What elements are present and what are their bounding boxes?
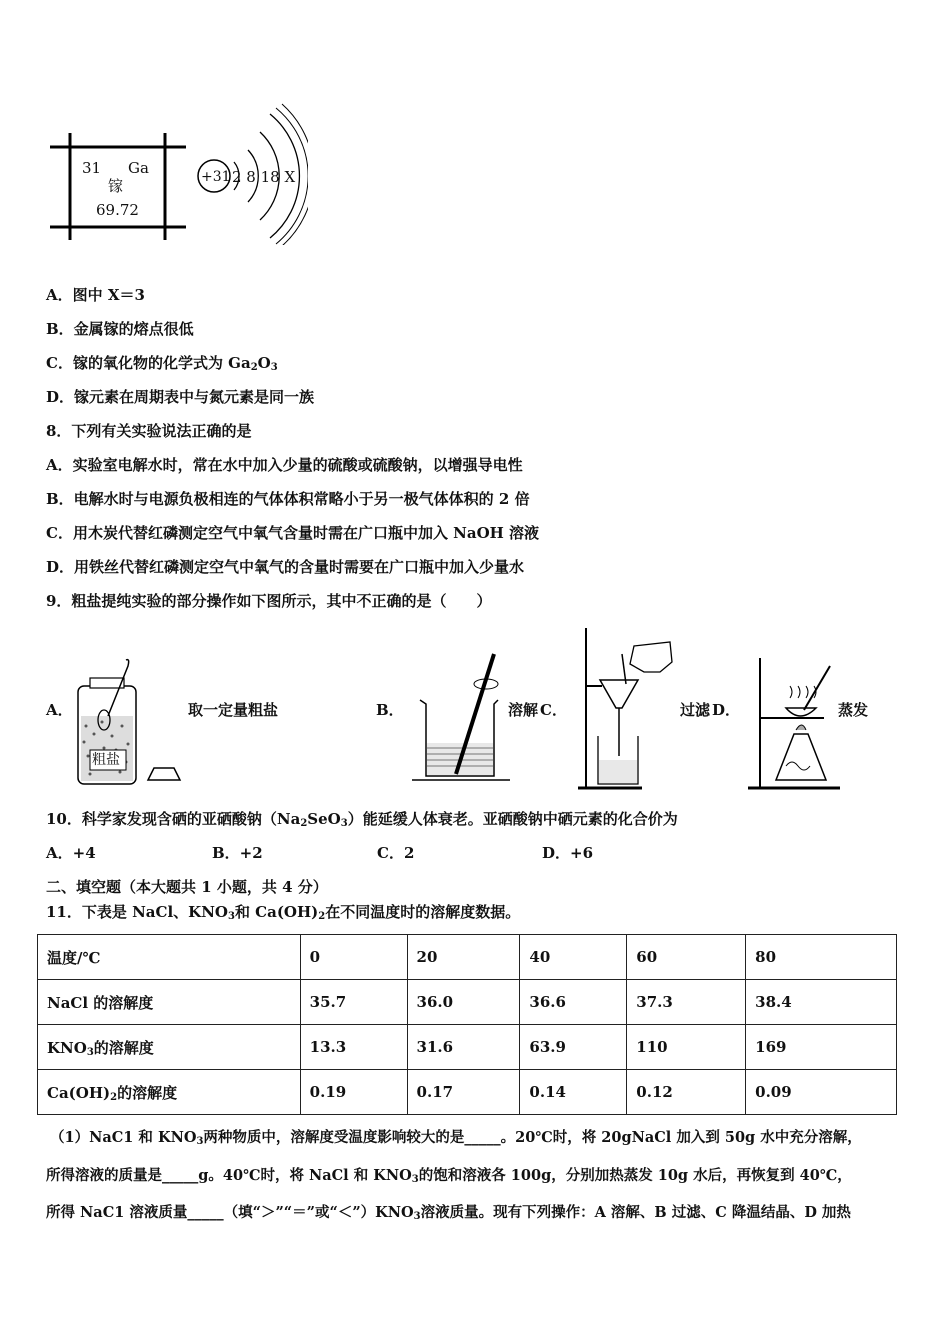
table-temp: 40: [520, 935, 627, 980]
para1-post: 两种物质中，溶解度受温度影响较大的是_____。20℃时，将 20gNaCl 加入到 50g 水中充分溶解，: [203, 1129, 862, 1146]
q9-label-c: C．: [540, 701, 567, 719]
table-cell: 110: [627, 1025, 746, 1070]
para3-sub: 3: [413, 1211, 421, 1222]
table-cell: 36.6: [520, 980, 627, 1025]
table-temp: 0: [300, 935, 407, 980]
q11-end: 在不同温度时的溶解度数据。: [325, 903, 521, 921]
section-2-heading: 二、填空题（本大题共 1 小题，共 4 分）: [46, 878, 328, 896]
q11-para-3: [46, 1203, 851, 1227]
q7-option-a: A．图中 X＝3: [46, 286, 145, 304]
q10-pre: 10．科学家发现含硒的亚硒酸钠（Na: [46, 810, 301, 828]
table-cell: 13.3: [300, 1025, 407, 1070]
table-temp: 60: [627, 935, 746, 980]
table-cell: 38.4: [746, 980, 897, 1025]
evaporation-figure: [740, 654, 840, 794]
para3-post: 溶液质量。现有下列操作：A 溶解、B 过滤、C 降温结晶、D 加热: [420, 1204, 851, 1221]
para1-pre: （1）NaC1 和 KNO: [50, 1129, 197, 1146]
row-label-pre: KNO: [47, 1038, 87, 1057]
row-label-sub: 3: [86, 1046, 94, 1058]
row-label-post: 的溶解度: [117, 1083, 178, 1102]
q9-stem: 9．粗盐提纯实验的部分操作如下图所示，其中不正确的是（ ）: [46, 592, 492, 610]
table-temp: 80: [746, 935, 897, 980]
evaporation-svg: [740, 654, 840, 794]
para3-pre: 所得 NaC1 溶液质量_____（填“＞”“＝”或“＜”）KNO: [46, 1204, 414, 1221]
table-row: [38, 1070, 897, 1115]
q9-label-a: A．: [46, 701, 73, 719]
q8-option-b: B．电解水时与电源负极相连的气体体积常略小于另一极气体体积的 2 倍: [46, 490, 530, 508]
atomic-number: 31: [82, 159, 102, 177]
q8-option-c: C．用木炭代替红磷测定空气中氧气含量时需在广口瓶中加入 NaOH 溶液: [46, 524, 540, 542]
element-symbol: Ga: [128, 159, 149, 177]
q10-option-d: D．+6: [542, 844, 594, 862]
q9-caption-d: 蒸发: [838, 701, 869, 719]
q9-caption-c: 过滤: [680, 701, 711, 719]
table-row: [38, 935, 897, 980]
table-cell: 35.7: [300, 980, 407, 1025]
q10-option-c: C．2: [377, 844, 415, 862]
table-cell: 0.12: [627, 1070, 746, 1115]
q9-label-d: D．: [712, 701, 741, 719]
row-label: NaCl 的溶解度: [38, 980, 301, 1025]
filtration-figure: [572, 624, 682, 794]
q9-caption-b: 溶解: [508, 701, 539, 719]
q10-mid: SeO: [307, 810, 341, 828]
element-name: 镓: [108, 177, 124, 195]
row-label-post: 的溶解度: [93, 1038, 154, 1057]
q7c-pre: C．镓的氧化物的化学式为 Ga: [46, 354, 251, 372]
q10-post: ）能延缓人体衰老。亚硒酸钠中硒元素的化合价为: [347, 810, 678, 828]
q7c-sub1: 2: [250, 362, 258, 373]
atomic-mass: 69.72: [96, 201, 139, 219]
q11-para-1: [50, 1128, 862, 1152]
table-header-label: 温度/℃: [38, 935, 301, 980]
q10-sub1: 2: [300, 818, 308, 829]
salt-jar-svg: [68, 656, 208, 786]
row-label-sub: 2: [110, 1091, 118, 1103]
row-label-pre: Ca(OH): [47, 1083, 111, 1102]
element-card-figure: [48, 100, 308, 245]
jar-label: 粗盐: [92, 752, 120, 768]
table-row: [38, 1025, 897, 1070]
q11-sub2: 2: [318, 911, 326, 922]
electron-shells: 2 8 18 X: [232, 168, 296, 186]
table-cell: 36.0: [407, 980, 520, 1025]
q7c-mid: O: [257, 354, 271, 372]
table-cell: 0.09: [746, 1070, 897, 1115]
dissolve-svg: [412, 648, 512, 783]
q7-option-b: B．金属镓的熔点很低: [46, 320, 194, 338]
salt-jar-figure: [68, 656, 208, 786]
q11-para-2: [46, 1166, 852, 1190]
table-cell: 0.19: [300, 1070, 407, 1115]
table-cell: 63.9: [520, 1025, 627, 1070]
table-row: [38, 980, 897, 1025]
q11-pre: 11．下表是 NaCl、KNO: [46, 903, 228, 921]
filtration-svg: [572, 624, 682, 794]
para2-post: 的饱和溶液各 100g，分别加热蒸发 10g 水后，再恢复到 40℃，: [418, 1167, 852, 1184]
q10-option-b: B．+2: [212, 844, 263, 862]
q11-stem: [46, 902, 520, 927]
q8-option-a: A．实验室电解水时，常在水中加入少量的硫酸或硫酸钠，以增强导电性: [46, 456, 523, 474]
solubility-table: [37, 934, 897, 1115]
q11-sub: 3: [227, 911, 235, 922]
table-cell: 37.3: [627, 980, 746, 1025]
q8-option-d: D．用铁丝代替红磷测定空气中氧气的含量时需要在广口瓶中加入少量水: [46, 558, 525, 576]
nucleus-charge: +31: [201, 169, 231, 185]
para1-sub: 3: [196, 1136, 204, 1147]
row-label: [38, 1025, 301, 1070]
table-temp: 20: [407, 935, 520, 980]
para2-pre: 所得溶液的质量是_____g。40℃时，将 NaCl 和 KNO: [46, 1167, 412, 1184]
q10-stem: [46, 809, 678, 834]
para2-sub: 3: [411, 1174, 419, 1185]
table-cell: 0.17: [407, 1070, 520, 1115]
row-label: [38, 1070, 301, 1115]
table-cell: 169: [746, 1025, 897, 1070]
dissolve-figure: [412, 648, 512, 783]
table-cell: 0.14: [520, 1070, 627, 1115]
table-cell: 31.6: [407, 1025, 520, 1070]
q11-post: 和 Ca(OH): [234, 903, 319, 921]
q9-caption-a: 取一定量粗盐: [188, 701, 279, 719]
q10-option-a: A．+4: [46, 844, 96, 862]
q7-option-c: [46, 353, 278, 378]
q7-option-d: D．镓元素在周期表中与氮元素是同一族: [46, 388, 315, 406]
q10-sub2: 3: [340, 818, 348, 829]
q9-label-b: B．: [376, 701, 404, 719]
q8-stem: 8．下列有关实验说法正确的是: [46, 422, 252, 440]
q7c-sub2: 3: [270, 362, 278, 373]
